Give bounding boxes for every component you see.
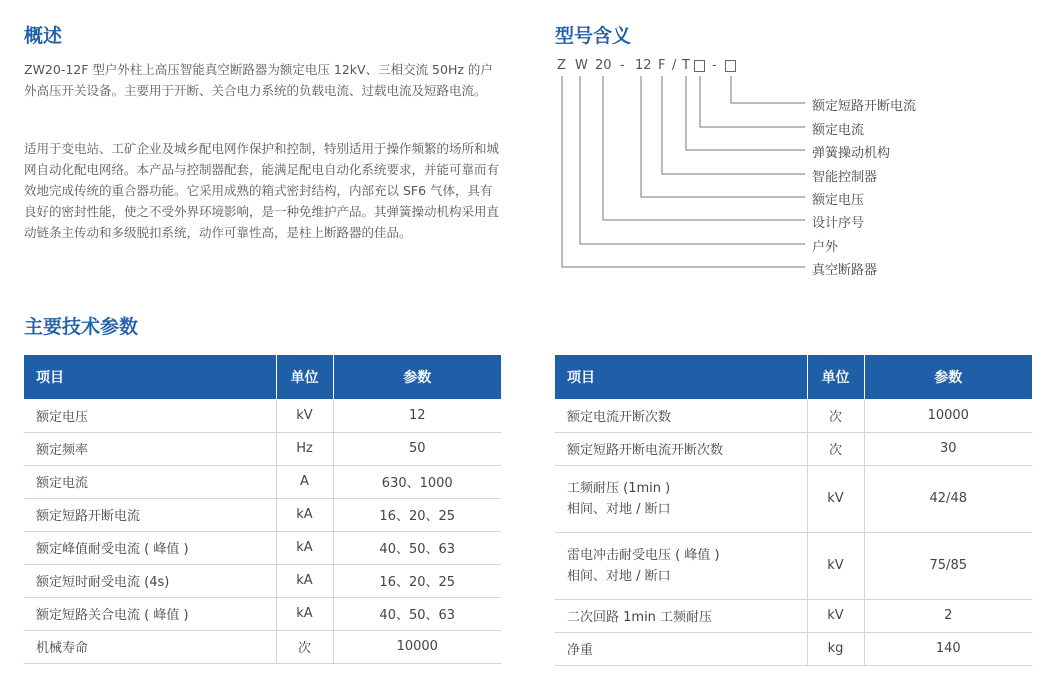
- row-unit: kV: [276, 399, 333, 432]
- row-item: 工频耐压 (1min ): [567, 480, 671, 496]
- overview-paragraph-1: ZW20-12F 型户外柱上高压智能真空断路器为额定电压 12kV、三相交流 50Hz 的户外高压开关设备。主要用于开断、关合电力系统的负载电流、过载电流及短路电流。: [24, 62, 493, 98]
- overview-heading: 概述: [24, 25, 63, 47]
- table-row: [555, 599, 1032, 632]
- row-item-sub: 相间、对地 / 断口: [567, 501, 671, 517]
- row-unit: 次: [276, 630, 333, 663]
- params-table-right: [555, 355, 1032, 666]
- row-value: 10000: [864, 399, 1032, 432]
- row-item: 额定频率: [24, 432, 276, 465]
- label-rated-current: 额定电流: [812, 123, 865, 138]
- row-value: 40、50、63: [333, 597, 501, 630]
- row-item: 额定电流开断次数: [555, 399, 807, 432]
- row-item: 额定电流: [24, 465, 276, 498]
- label-outdoor: 户外: [812, 240, 839, 255]
- overview-paragraph-2: 适用于变电站、工矿企业及城乡配电网作保护和控制，特别适用于操作频繁的场所和城网自动化配电网络。本产品与控制器配套，能满足配电自动化系统要求，并能可靠而有效地完成传统的重合器功能。它采用成熟的箱式密封结构，内部充以 SF6 气体，具有良好的密封性能，使之不受外界环境影响，是一种免维护产品。其弹簧操动机构采用直动链条主传动和多级脱扣系统，动作可靠性高，是柱上断路器的佳品。: [24, 141, 500, 240]
- row-unit: kV: [807, 599, 864, 632]
- params-heading: 主要技术参数: [24, 316, 139, 338]
- row-unit: kA: [276, 531, 333, 564]
- header-unit: 单位: [807, 355, 864, 399]
- table-row: [555, 532, 1032, 599]
- header-value: 参数: [333, 355, 501, 399]
- row-item: 额定短路关合电流 ( 峰值 ): [24, 597, 276, 630]
- row-unit: A: [276, 465, 333, 498]
- row-item: 机械寿命: [24, 630, 276, 663]
- row-value: 50: [333, 432, 501, 465]
- table-row: [24, 432, 501, 465]
- model-heading: 型号含义: [555, 25, 632, 47]
- label-smart-controller: 智能控制器: [812, 170, 878, 185]
- code-slash: /: [672, 58, 677, 73]
- row-unit: 次: [807, 399, 864, 432]
- row-item-sub: 相间、对地 / 断口: [567, 568, 671, 584]
- code-series: 20: [595, 58, 612, 73]
- header-item: 项目: [555, 355, 807, 399]
- code-w: W: [575, 58, 588, 73]
- header-value: 参数: [864, 355, 1032, 399]
- row-item-cell: [555, 465, 807, 532]
- table-row: [24, 498, 501, 531]
- row-value: 10000: [333, 630, 501, 663]
- params-table-left: [24, 355, 501, 664]
- table-row: [24, 399, 501, 432]
- label-rated-voltage: 额定电压: [812, 193, 865, 208]
- code-dash: -: [620, 58, 625, 73]
- row-unit: kA: [276, 564, 333, 597]
- row-item: 额定电压: [24, 399, 276, 432]
- table-row: [24, 465, 501, 498]
- row-unit: kA: [276, 597, 333, 630]
- row-value: 140: [864, 632, 1032, 665]
- header-item: 项目: [24, 355, 276, 399]
- row-value: 630、1000: [333, 465, 501, 498]
- row-item: 二次回路 1min 工频耐压: [555, 599, 807, 632]
- row-item: 额定短时耐受电流 (4s): [24, 564, 276, 597]
- row-item: 额定峰值耐受电流 ( 峰值 ): [24, 531, 276, 564]
- table-row: [555, 432, 1032, 465]
- table-row: [24, 564, 501, 597]
- row-value: 12: [333, 399, 501, 432]
- row-item-cell: [555, 532, 807, 599]
- code-z: Z: [557, 58, 566, 73]
- table-row: [24, 597, 501, 630]
- table-row: [555, 465, 1032, 532]
- table-header-row: [555, 355, 1032, 399]
- table-row: [555, 632, 1032, 665]
- row-value: 40、50、63: [333, 531, 501, 564]
- row-item: 雷电冲击耐受电压 ( 峰值 ): [567, 547, 720, 563]
- row-item: 净重: [555, 632, 807, 665]
- row-item: 额定短路开断电流开断次数: [555, 432, 807, 465]
- code-voltage: 12: [635, 58, 652, 73]
- row-value: 42/48: [864, 465, 1032, 532]
- table-row: [24, 630, 501, 663]
- label-vacuum-breaker: 真空断路器: [812, 263, 878, 278]
- table-header-row: [24, 355, 501, 399]
- label-rated-short-circuit-breaking-current: 额定短路开断电流: [812, 99, 917, 114]
- label-spring-mechanism: 弹簧操动机构: [812, 146, 891, 161]
- row-value: 30: [864, 432, 1032, 465]
- row-unit: 次: [807, 432, 864, 465]
- code-dash-2: -: [712, 58, 717, 73]
- row-value: 75/85: [864, 532, 1032, 599]
- row-item: 额定短路开断电流: [24, 498, 276, 531]
- row-unit: Hz: [276, 432, 333, 465]
- row-unit: kg: [807, 632, 864, 665]
- row-unit: kV: [807, 532, 864, 599]
- label-design-serial: 设计序号: [812, 216, 865, 231]
- row-unit: kV: [807, 465, 864, 532]
- header-unit: 单位: [276, 355, 333, 399]
- row-value: 16、20、25: [333, 498, 501, 531]
- code-t: T: [682, 58, 690, 73]
- row-value: 16、20、25: [333, 564, 501, 597]
- code-f: F: [658, 58, 666, 73]
- row-unit: kA: [276, 498, 333, 531]
- table-row: [24, 531, 501, 564]
- table-row: [555, 399, 1032, 432]
- row-value: 2: [864, 599, 1032, 632]
